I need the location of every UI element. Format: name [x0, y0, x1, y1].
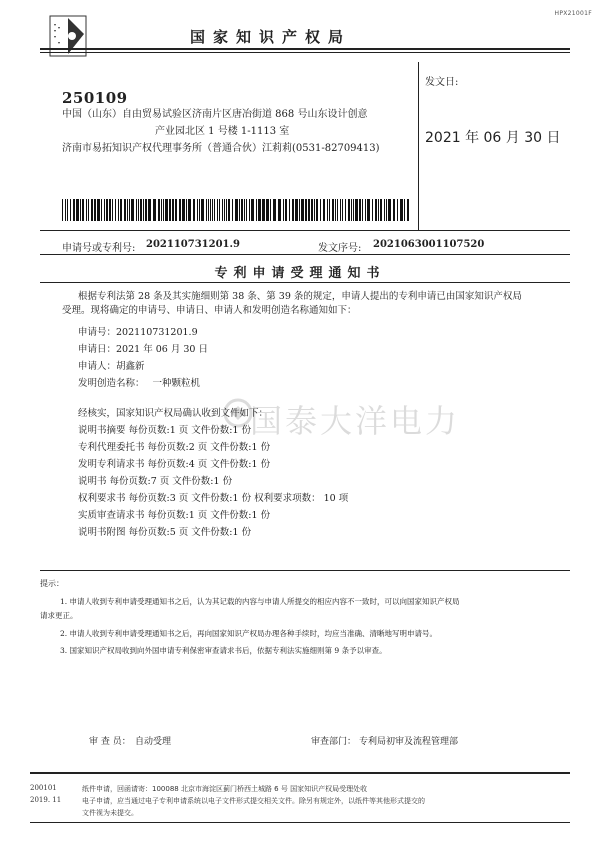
department-label: 审查部门：	[311, 737, 357, 747]
hint-item: 1. 申请人收到专利申请受理通知书之后，认为其记载的内容与申请人所提交的相应内容不一致时，可以向国家知识产权局	[60, 597, 460, 606]
field-value: 胡鑫新	[116, 361, 145, 372]
field-application-date	[78, 341, 208, 355]
field-value: 2021 年 06 月 30 日	[116, 344, 208, 355]
field-value: 一种颗粒机	[152, 378, 201, 389]
field-value: 202110731201.9	[116, 327, 198, 338]
field-label: 发明创造名称：	[78, 378, 145, 389]
footer-rule-bottom	[30, 822, 570, 823]
field-label: 申请日：	[78, 344, 117, 355]
document-row: 权利要求书 每份页数:3 页 文件份数:1 份 权利要求项数： 10 项	[78, 493, 349, 504]
office-name: 国家知识产权局	[190, 28, 352, 46]
footer-form-code: 200101	[30, 784, 57, 792]
footer-text: 纸件申请，回函请寄：100088 北京市海淀区蓟门桥西土城路 6 号 国家知识产权局受理处收	[82, 785, 368, 793]
rule	[40, 282, 570, 283]
document-row: 说明书摘要 每份页数:1 页 文件份数:1 份	[78, 425, 252, 436]
footer-text: 电子申请，应当通过电子专利申请系统以电子文件形式提交相关文件。除另有规定外，以纸件等其他形式提交的	[82, 797, 425, 805]
application-number-value: 202110731201.9	[146, 239, 240, 250]
postcode: 250109	[62, 89, 128, 107]
rule	[40, 570, 570, 571]
rule	[40, 254, 570, 255]
field-label: 申请号：	[78, 327, 117, 338]
document-row: 专利代理委托书 每份页数:2 页 文件份数:1 份	[78, 442, 271, 453]
document-row: 实质审查请求书 每份页数:1 页 文件份数:1 份	[78, 510, 271, 521]
field-application-number	[78, 324, 198, 338]
intro-text: 根据专利法第 28 条及其实施细则第 38 条、第 39 条的规定，申请人提出的专利申请已由国家知识产权局	[78, 291, 522, 302]
watermark-text: 国泰大洋电力	[250, 402, 461, 440]
date-box-divider	[418, 62, 419, 230]
rule	[40, 230, 570, 231]
reviewer-value: 自动受理	[135, 737, 172, 747]
intro-text: 受理。现将确定的申请号、申请日、申请人和发明创造名称通知如下：	[62, 305, 357, 316]
field-applicant	[78, 358, 145, 372]
header-rule-thin	[40, 52, 570, 53]
document-row: 说明书 每份页数:7 页 文件份数:1 份	[78, 476, 233, 487]
hint-item-continuation: 请求更正。	[40, 611, 78, 620]
field-invention-name	[78, 375, 200, 389]
notice-title: 专利申请受理通知书	[214, 266, 386, 281]
hint-item: 3. 国家知识产权局收到向外国申请专利保密审查请求书后，依据专利法实施细则第 9 条予以审查。	[60, 646, 387, 655]
department-value: 专利局初审及流程管理部	[359, 737, 459, 747]
application-number-label: 申请号或专利号:	[62, 243, 136, 254]
field-label: 申请人：	[78, 361, 117, 372]
send-date-value: 2021 年 06 月 30 日	[425, 130, 561, 146]
document-number-label: 发文序号:	[318, 243, 362, 254]
hints-title: 提示：	[40, 579, 64, 588]
form-code: HPX21001F	[554, 10, 592, 17]
address-line: 产业园北区 1 号楼 1-1113 室	[155, 126, 290, 137]
barcode	[62, 199, 410, 221]
document-row: 发明专利请求书 每份页数:4 页 文件份数:1 份	[78, 459, 271, 470]
send-date-label: 发文日:	[425, 77, 459, 88]
footer-form-date: 2019. 11	[30, 796, 62, 804]
address-line: 中国（山东）自由贸易试验区济南片区唐冶街道 868 号山东设计创意	[62, 109, 368, 120]
received-intro: 经核实，国家知识产权局确认收到文件如下：	[78, 408, 269, 419]
document-row: 说明书附图 每份页数:5 页 文件份数:1 份	[78, 527, 252, 538]
footer-text: 文件视为未提交。	[82, 809, 138, 817]
address-line: 济南市易拓知识产权代理事务所（普通合伙）江莉莉(0531-82709413)	[62, 143, 380, 154]
reviewer-label: 审 查 员：	[89, 737, 131, 747]
footer-rule	[30, 772, 570, 774]
hint-item: 2. 申请人收到专利申请受理通知书之后，再向国家知识产权局办理各种手续时，均应当准确、清晰地写明申请号。	[60, 629, 438, 638]
document-number-value: 2021063001107520	[373, 239, 485, 250]
header-rule	[40, 48, 570, 50]
